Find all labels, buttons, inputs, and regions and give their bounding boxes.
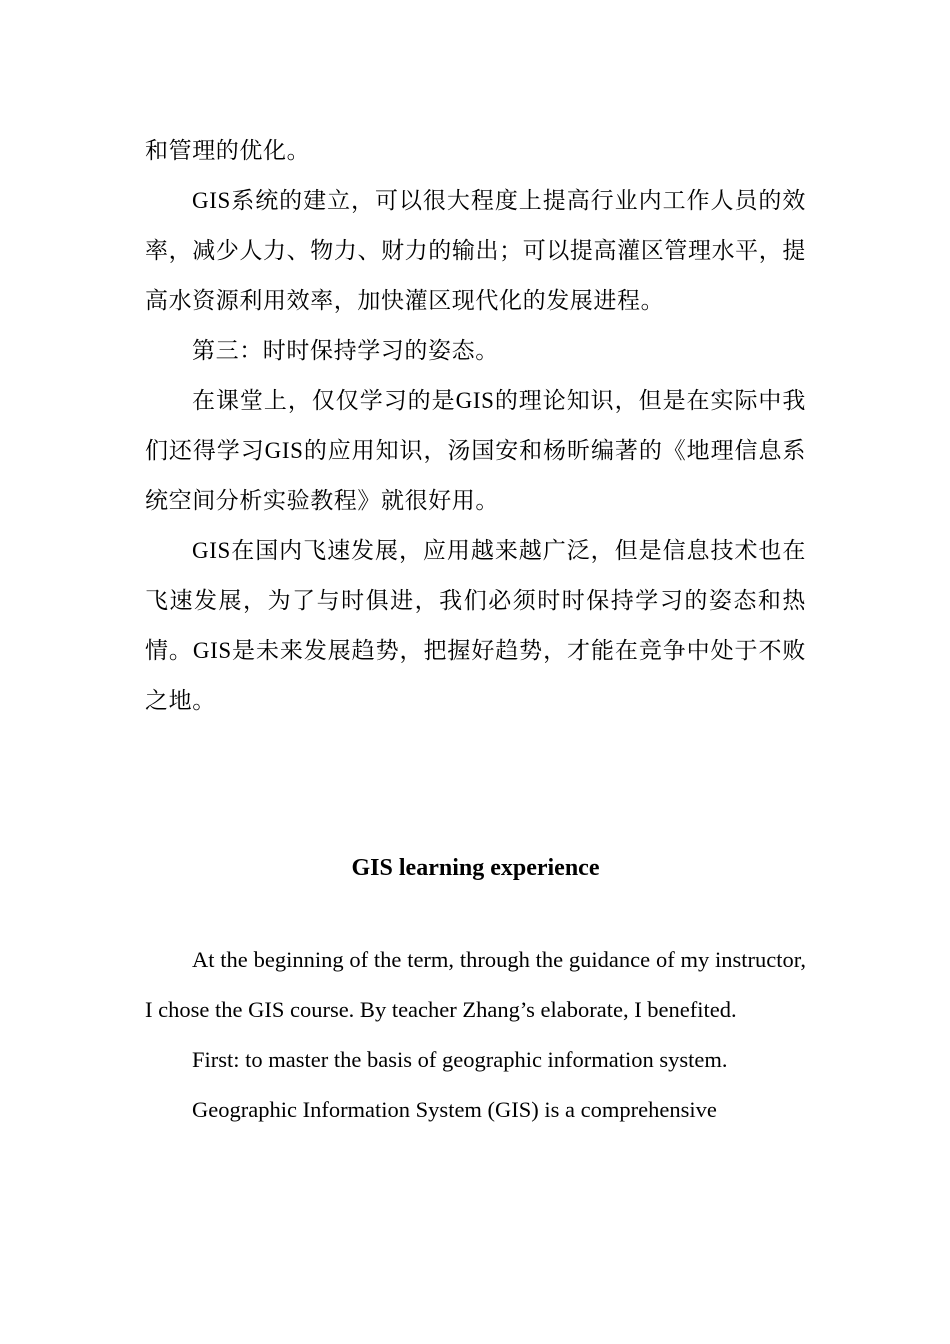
chinese-text-section: [145, 126, 806, 726]
english-text-section: [145, 935, 806, 1135]
paragraph-course-choice: At the beginning of the term, through the guidance of my instructor, I chose the GIS course. By teacher Zhang’s elaborate, I benefited.: [145, 947, 806, 1022]
paragraph-gis-definition: Geographic Information System (GIS) is a comprehensive: [192, 1097, 717, 1122]
paragraph-gis-system-benefits: GIS系统的建立，可以很大程度上提高行业内工作人员的效率，减少人力、物力、财力的输出；可以提高灌区管理水平，提高水资源利用效率，加快灌区现代化的发展进程。: [145, 188, 806, 313]
english-section-title: GIS learning experience: [351, 855, 600, 881]
paragraph-gis-development: GIS在国内飞速发展，应用越来越广泛，但是信息技术也在飞速发展，为了与时俱进，我们必须时时保持学习的姿态和热情。GIS是未来发展趋势，把握好趋势，才能在竞争中处于不败之地。: [145, 538, 806, 713]
paragraph-point-one: First: to master the basis of geographic information system.: [192, 1047, 728, 1072]
paragraph-continuation: 和管理的优化。: [145, 138, 311, 163]
paragraph-classroom-learning: 在课堂上，仅仅学习的是GIS的理论知识，但是在实际中我们还得学习GIS的应用知识，汤国安和杨昕编著的《地理信息系统空间分析实验教程》就很好用。: [145, 388, 806, 513]
paragraph-point-three: 第三：时时保持学习的姿态。: [192, 338, 499, 363]
